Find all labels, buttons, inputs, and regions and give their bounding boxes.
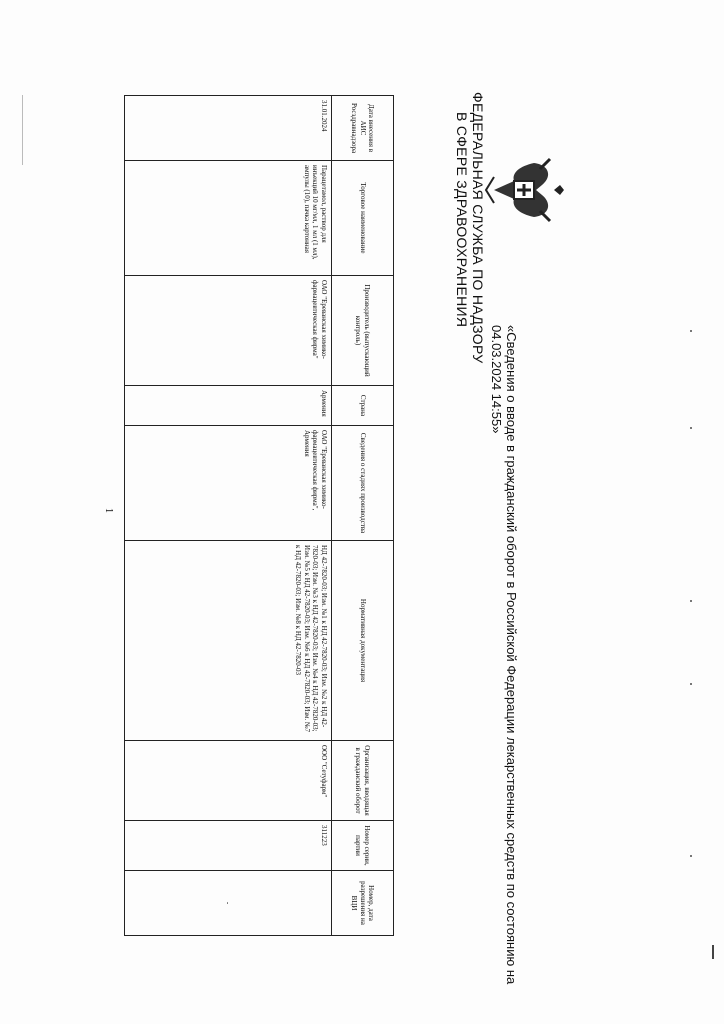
header-organization: Организация, вводящая в гражданский оборот — [332, 741, 394, 821]
header-docs: Нормативная документация — [332, 541, 394, 741]
cell-stages: ОАО "Ереванская химико-фармацевтическая фирма", Армения — [125, 426, 332, 541]
scan-edge-mark — [22, 95, 23, 165]
scan-edge-mark — [712, 945, 714, 959]
header-date: Дата внесения в АИС Росздравнадзора — [332, 96, 394, 161]
double-headed-eagle-emblem — [484, 155, 564, 225]
header-permit: Номер, дата разрешения на ВЦИ — [332, 871, 394, 936]
scan-dot — [690, 683, 692, 685]
page-number: 1 — [103, 508, 114, 513]
header-trade-name: Торговое наименование — [332, 161, 394, 276]
table-header-row — [332, 96, 394, 936]
agency-line2: В СФЕРЕ ЗДРАВООХРАНЕНИЯ — [454, 112, 470, 328]
header-stages: Сведения о стадиях производства — [332, 426, 394, 541]
cell-organization: ООО "Сетуфарм" — [125, 741, 332, 821]
cell-trade-name: Парацетамол, раствор для инъекций 10 мг/мл, 1 мл (1 мл), ампулы (10), пачка картонная — [125, 161, 332, 276]
cell-batch: 311223 — [125, 821, 332, 871]
medicines-table — [124, 95, 394, 936]
scan-dot — [690, 330, 692, 332]
agency-line1: ФЕДЕРАЛЬНАЯ СЛУЖБА ПО НАДЗОРУ — [470, 92, 486, 364]
header-batch: Номер серии, партии — [332, 821, 394, 871]
document-title: «Сведения о вводе в гражданский оборот в Российской Федерации лекарственных средств по состоянию на 04.03.2024 14:55» — [489, 325, 519, 985]
table-row — [125, 96, 332, 936]
cell-country: Армения — [125, 386, 332, 426]
header-manufacturer: Производитель (выпускающий контроль) — [332, 276, 394, 386]
scan-dot — [690, 427, 692, 429]
agency-name — [454, 92, 486, 412]
cell-manufacturer: ОАО "Ереванская химико-фармацевтическая фирма" — [125, 276, 332, 386]
scan-dot — [690, 855, 692, 857]
cell-permit: - — [125, 871, 332, 936]
header-country: Страна — [332, 386, 394, 426]
cell-date: 31.01.2024 — [125, 96, 332, 161]
scan-dot — [690, 600, 692, 602]
cell-docs: НД 42-7820-03; Изм. №1 к НД 42-7820-03; Изм. №2 к НД 42-7820-03; Изм. №3 к НД 42-7820-03; Изм. №4 к НД 42-7820-03; Изм. №5 к НД 42-7820-03; Изм. №6 к НД 42-7820-03; Изм. №7 к НД 42-7820-03; Изм. №8 к НД 42-7820-03 — [125, 541, 332, 741]
